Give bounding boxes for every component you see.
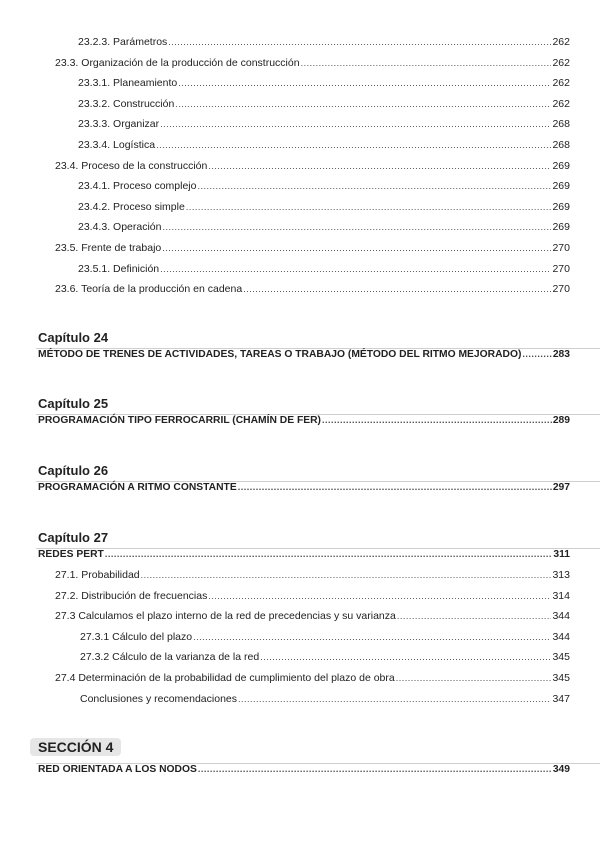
- entry-page: 349: [552, 764, 570, 776]
- entry-page: 269: [552, 159, 570, 172]
- entry-title: 23.6. Teoría de la producción en cadena: [55, 283, 243, 296]
- toc-entry[interactable]: [0, 569, 600, 590]
- entry-page: 347: [552, 692, 570, 705]
- entry-title: PROGRAMACIÓN A RITMO CONSTANTE: [38, 481, 237, 493]
- toc-entry[interactable]: [0, 651, 600, 672]
- leader-dots: [175, 99, 551, 109]
- entry-title: REDES PERT: [38, 548, 104, 560]
- toc-entry[interactable]: [0, 77, 600, 98]
- toc-entry[interactable]: [0, 36, 600, 57]
- toc-entry[interactable]: [36, 414, 600, 436]
- entry-title: 23.4.2. Proceso simple: [78, 200, 185, 213]
- entry-page: 345: [552, 651, 570, 664]
- leader-dots: [162, 243, 551, 253]
- table-of-contents: [0, 36, 600, 785]
- entry-title: 23.2.3. Parámetros: [78, 36, 168, 48]
- leader-dots: [208, 161, 551, 171]
- entry-title: 23.5. Frente de trabajo: [55, 241, 162, 254]
- chapter-heading: Capítulo 27: [38, 529, 109, 545]
- toc-entry[interactable]: [0, 610, 600, 631]
- entry-title: Conclusiones y recomendaciones: [80, 692, 238, 705]
- leader-dots: [238, 694, 551, 704]
- entry-page: 270: [552, 241, 570, 254]
- leader-dots: [198, 764, 552, 774]
- leader-dots: [238, 482, 552, 492]
- entry-page: 269: [552, 200, 570, 213]
- entry-title: 23.3.4. Logística: [78, 138, 156, 151]
- section-4: [0, 713, 600, 785]
- leader-dots: [193, 632, 551, 642]
- entry-title: 27.4 Determinación de la probabilidad de cumplimiento del plazo de obra: [55, 672, 395, 685]
- entry-page: 283: [552, 348, 570, 360]
- entry-title: 23.3.1. Planeamiento: [78, 77, 178, 90]
- entry-page: 344: [552, 630, 570, 643]
- entry-page: 268: [552, 138, 570, 151]
- toc-entry[interactable]: [0, 672, 600, 693]
- entry-title: 23.3.2. Construcción: [78, 97, 175, 110]
- entry-page: 262: [552, 36, 570, 48]
- leader-dots: [301, 58, 552, 68]
- entry-title: 27.3.2 Cálculo de la varianza de la red: [80, 651, 260, 664]
- toc-entry[interactable]: [36, 763, 600, 785]
- toc-entry[interactable]: [0, 118, 600, 139]
- leader-dots: [160, 264, 551, 274]
- toc-entry[interactable]: [0, 263, 600, 284]
- toc-entry[interactable]: [0, 160, 600, 181]
- leader-dots: [396, 673, 552, 683]
- leader-dots: [160, 119, 551, 129]
- entry-title: 27.2. Distribución de frecuencias: [55, 589, 208, 602]
- toc-entry[interactable]: [0, 139, 600, 160]
- entry-title: MÉTODO DE TRENES DE ACTIVIDADES, TAREAS O TRABAJO (MÉTODO DEL RITMO MEJORADO): [38, 348, 522, 360]
- toc-entry[interactable]: [36, 548, 600, 570]
- entry-page: 311: [553, 548, 570, 560]
- leader-dots: [197, 181, 551, 191]
- section-label: SECCIÓN 4: [30, 738, 121, 756]
- entry-page: 262: [552, 77, 570, 90]
- entry-page: 345: [552, 672, 570, 685]
- leader-dots: [260, 652, 551, 662]
- leader-dots: [322, 415, 552, 425]
- toc-entry[interactable]: [0, 242, 600, 263]
- toc-entry[interactable]: [0, 283, 600, 304]
- chapters-list: [0, 328, 600, 569]
- toc-entry[interactable]: [0, 631, 600, 652]
- leader-dots: [168, 37, 551, 47]
- entry-title: RED ORIENTADA A LOS NODOS: [38, 764, 197, 776]
- entry-title: 27.3 Calculamos el plazo interno de la red de precedencias y su varianza: [55, 610, 396, 623]
- leader-dots: [141, 570, 552, 580]
- entry-title: 23.3. Organización de la producción de construcción: [55, 56, 300, 69]
- toc-entry[interactable]: [36, 481, 600, 503]
- leader-dots: [397, 611, 552, 621]
- toc-entry[interactable]: [0, 201, 600, 222]
- toc-entry[interactable]: [0, 180, 600, 201]
- entry-page: 270: [552, 262, 570, 275]
- entry-page: 269: [552, 221, 570, 234]
- leader-dots: [105, 549, 553, 559]
- leader-dots: [208, 591, 551, 601]
- toc-entry[interactable]: [0, 57, 600, 78]
- entry-page: 314: [552, 589, 570, 602]
- toc-entry[interactable]: [0, 590, 600, 611]
- leader-dots: [162, 222, 551, 232]
- toc-entry[interactable]: [36, 348, 600, 370]
- chapter-heading: Capítulo 25: [38, 396, 109, 412]
- entry-page: 269: [552, 180, 570, 193]
- entry-page: 262: [552, 97, 570, 110]
- entry-title: 23.3.3. Organizar: [78, 118, 160, 131]
- entry-page: 289: [552, 415, 570, 427]
- entry-title: 23.4.3. Operación: [78, 221, 162, 234]
- leader-dots: [243, 284, 551, 294]
- toc-entry[interactable]: [0, 221, 600, 242]
- toc-top-list: [0, 36, 600, 304]
- entry-page: 297: [552, 481, 570, 493]
- entry-title: 27.1. Probabilidad: [55, 569, 140, 582]
- chapter-heading: Capítulo 26: [38, 462, 109, 478]
- entry-title: PROGRAMACIÓN TIPO FERROCARRIL (CHAMÍN DE FER): [38, 415, 321, 427]
- leader-dots: [522, 349, 551, 359]
- leader-dots: [156, 140, 551, 150]
- entry-page: 262: [552, 56, 570, 69]
- entry-page: 313: [552, 569, 570, 582]
- entry-page: 268: [552, 118, 570, 131]
- entry-title: 23.5.1. Definición: [78, 262, 160, 275]
- entry-title: 23.4. Proceso de la construcción: [55, 159, 208, 172]
- chapter-27-items: [0, 569, 600, 713]
- entry-title: 27.3.1 Cálculo del plazo: [80, 630, 193, 643]
- toc-entry[interactable]: [0, 693, 600, 714]
- chapter-heading: Capítulo 24: [38, 329, 109, 345]
- entry-title: 23.4.1. Proceso complejo: [78, 180, 197, 193]
- entry-page: 270: [552, 283, 570, 296]
- leader-dots: [186, 202, 552, 212]
- toc-entry[interactable]: [0, 98, 600, 119]
- entry-page: 344: [552, 610, 570, 623]
- leader-dots: [178, 78, 551, 88]
